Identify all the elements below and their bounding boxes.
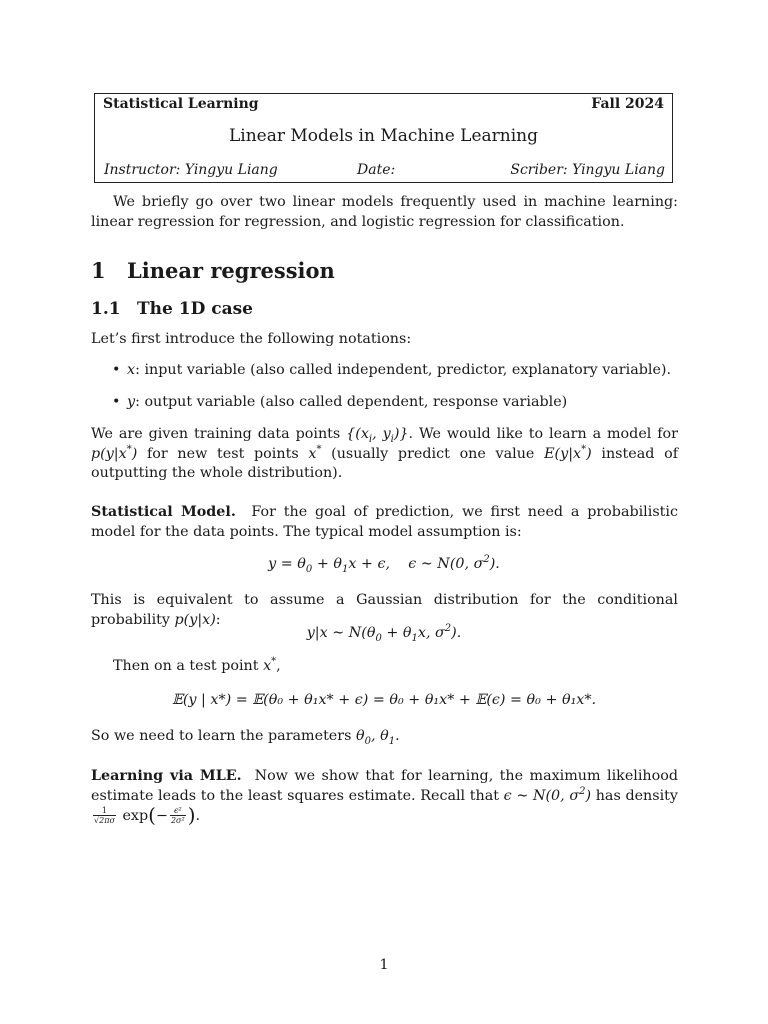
scribe: Scriber: Yingyu Liang [510, 162, 665, 178]
equation-model: $y = \theta_0 + \theta_1x + \epsilon$, ϵ ∼ N(0, $\sigma^2$). [268, 554, 500, 575]
term: Fall 2024 [591, 96, 664, 112]
math-training-set: {($x_i$, $y_i$)} [346, 426, 409, 445]
exponent-fraction: $\frac{\text{ϵ²}}{\text{2σ²}}$ [170, 806, 185, 826]
parameters-line: So we need to learn the parameters $\theta_0$, $\theta_1$. [91, 728, 400, 747]
paragraph-heading: Learning via MLE. [91, 768, 242, 784]
bullet-marker: • [112, 362, 121, 378]
equation-conditional: y|x ∼ $N(\theta_0 + \theta_1x$, $\sigma^2$). [306, 623, 462, 644]
test-point-line: Then on a test point x*, [113, 656, 281, 674]
math-expectation: E(y|x*) [544, 443, 592, 462]
math-y: y [127, 394, 136, 410]
density-fraction: $\frac{1}{√2\pi\sigma}$ [94, 806, 115, 826]
intro-paragraph: We briefly go over two linear models frequently used in machine learning: linear regression for regression, and logistic regression for classification. [91, 194, 678, 230]
math-x: x [127, 362, 136, 378]
bullet-input-variable [127, 362, 671, 378]
paragraph-heading: Statistical Model. [91, 504, 236, 520]
training-data-paragraph: We are given training data points {($x_i$, $y_i$)}. We would like to learn a model for p(y|x*) for new test points x* (usually predict one value E(y|x*) instead of outputting the whole distribution). [91, 426, 679, 481]
page-number: 1 [379, 957, 389, 973]
date-label: Date: [357, 162, 396, 178]
lecture-title: Linear Models in Machine Learning [228, 126, 539, 146]
math-model: p(y|x*) [91, 443, 138, 462]
statistical-model-paragraph: Statistical Model. For the goal of prediction, we first need a probabilistic model for the data points. The typical model assumption is: [91, 504, 678, 540]
gaussian-equivalence-paragraph: This is equivalent to assume a Gaussian distribution for the conditional probability p(y|x): [91, 592, 678, 628]
bullet-output-variable [127, 394, 567, 410]
section-title: Linear regression [127, 258, 335, 283]
math-noise: ϵ ∼ N(0, $\sigma^2$) [503, 785, 592, 804]
bullet-x-desc: : input variable (also called independent, predictor, explanatory variable). [135, 362, 672, 378]
lecture-header-box [94, 93, 673, 183]
subsection-number: 1.1 [91, 299, 121, 319]
course-name: Statistical Learning [103, 96, 259, 112]
instructor: Instructor: Yingyu Liang [104, 162, 278, 178]
subsection-title: The 1D case [137, 299, 253, 319]
math-conditional: p(y|x) [174, 611, 216, 628]
notation-intro: Let’s first introduce the following notations: [91, 331, 412, 347]
equation-expectation: 𝔼(y | x*) = 𝔼(θ₀ + θ₁x* + ϵ) = θ₀ + θ₁x* + 𝔼(ϵ) = θ₀ + θ₁x*. [171, 692, 597, 708]
bullet-y-desc: : output variable (also called dependent, response variable) [135, 394, 568, 410]
section-number: 1 [91, 258, 106, 283]
math-x-star: x* [308, 443, 322, 462]
mle-paragraph: Learning via MLE. Now we show that for learning, the maximum likelihood estimate leads to the least squares estimate. Recall that ϵ ∼ N(0, $\sigma^2$) has density $\frac{1}{√2\pi\sigma}$ exp(− $\frac{\text{ϵ²}}{\text{2σ²}}$ ). [91, 768, 679, 827]
bullet-marker: • [112, 394, 121, 410]
